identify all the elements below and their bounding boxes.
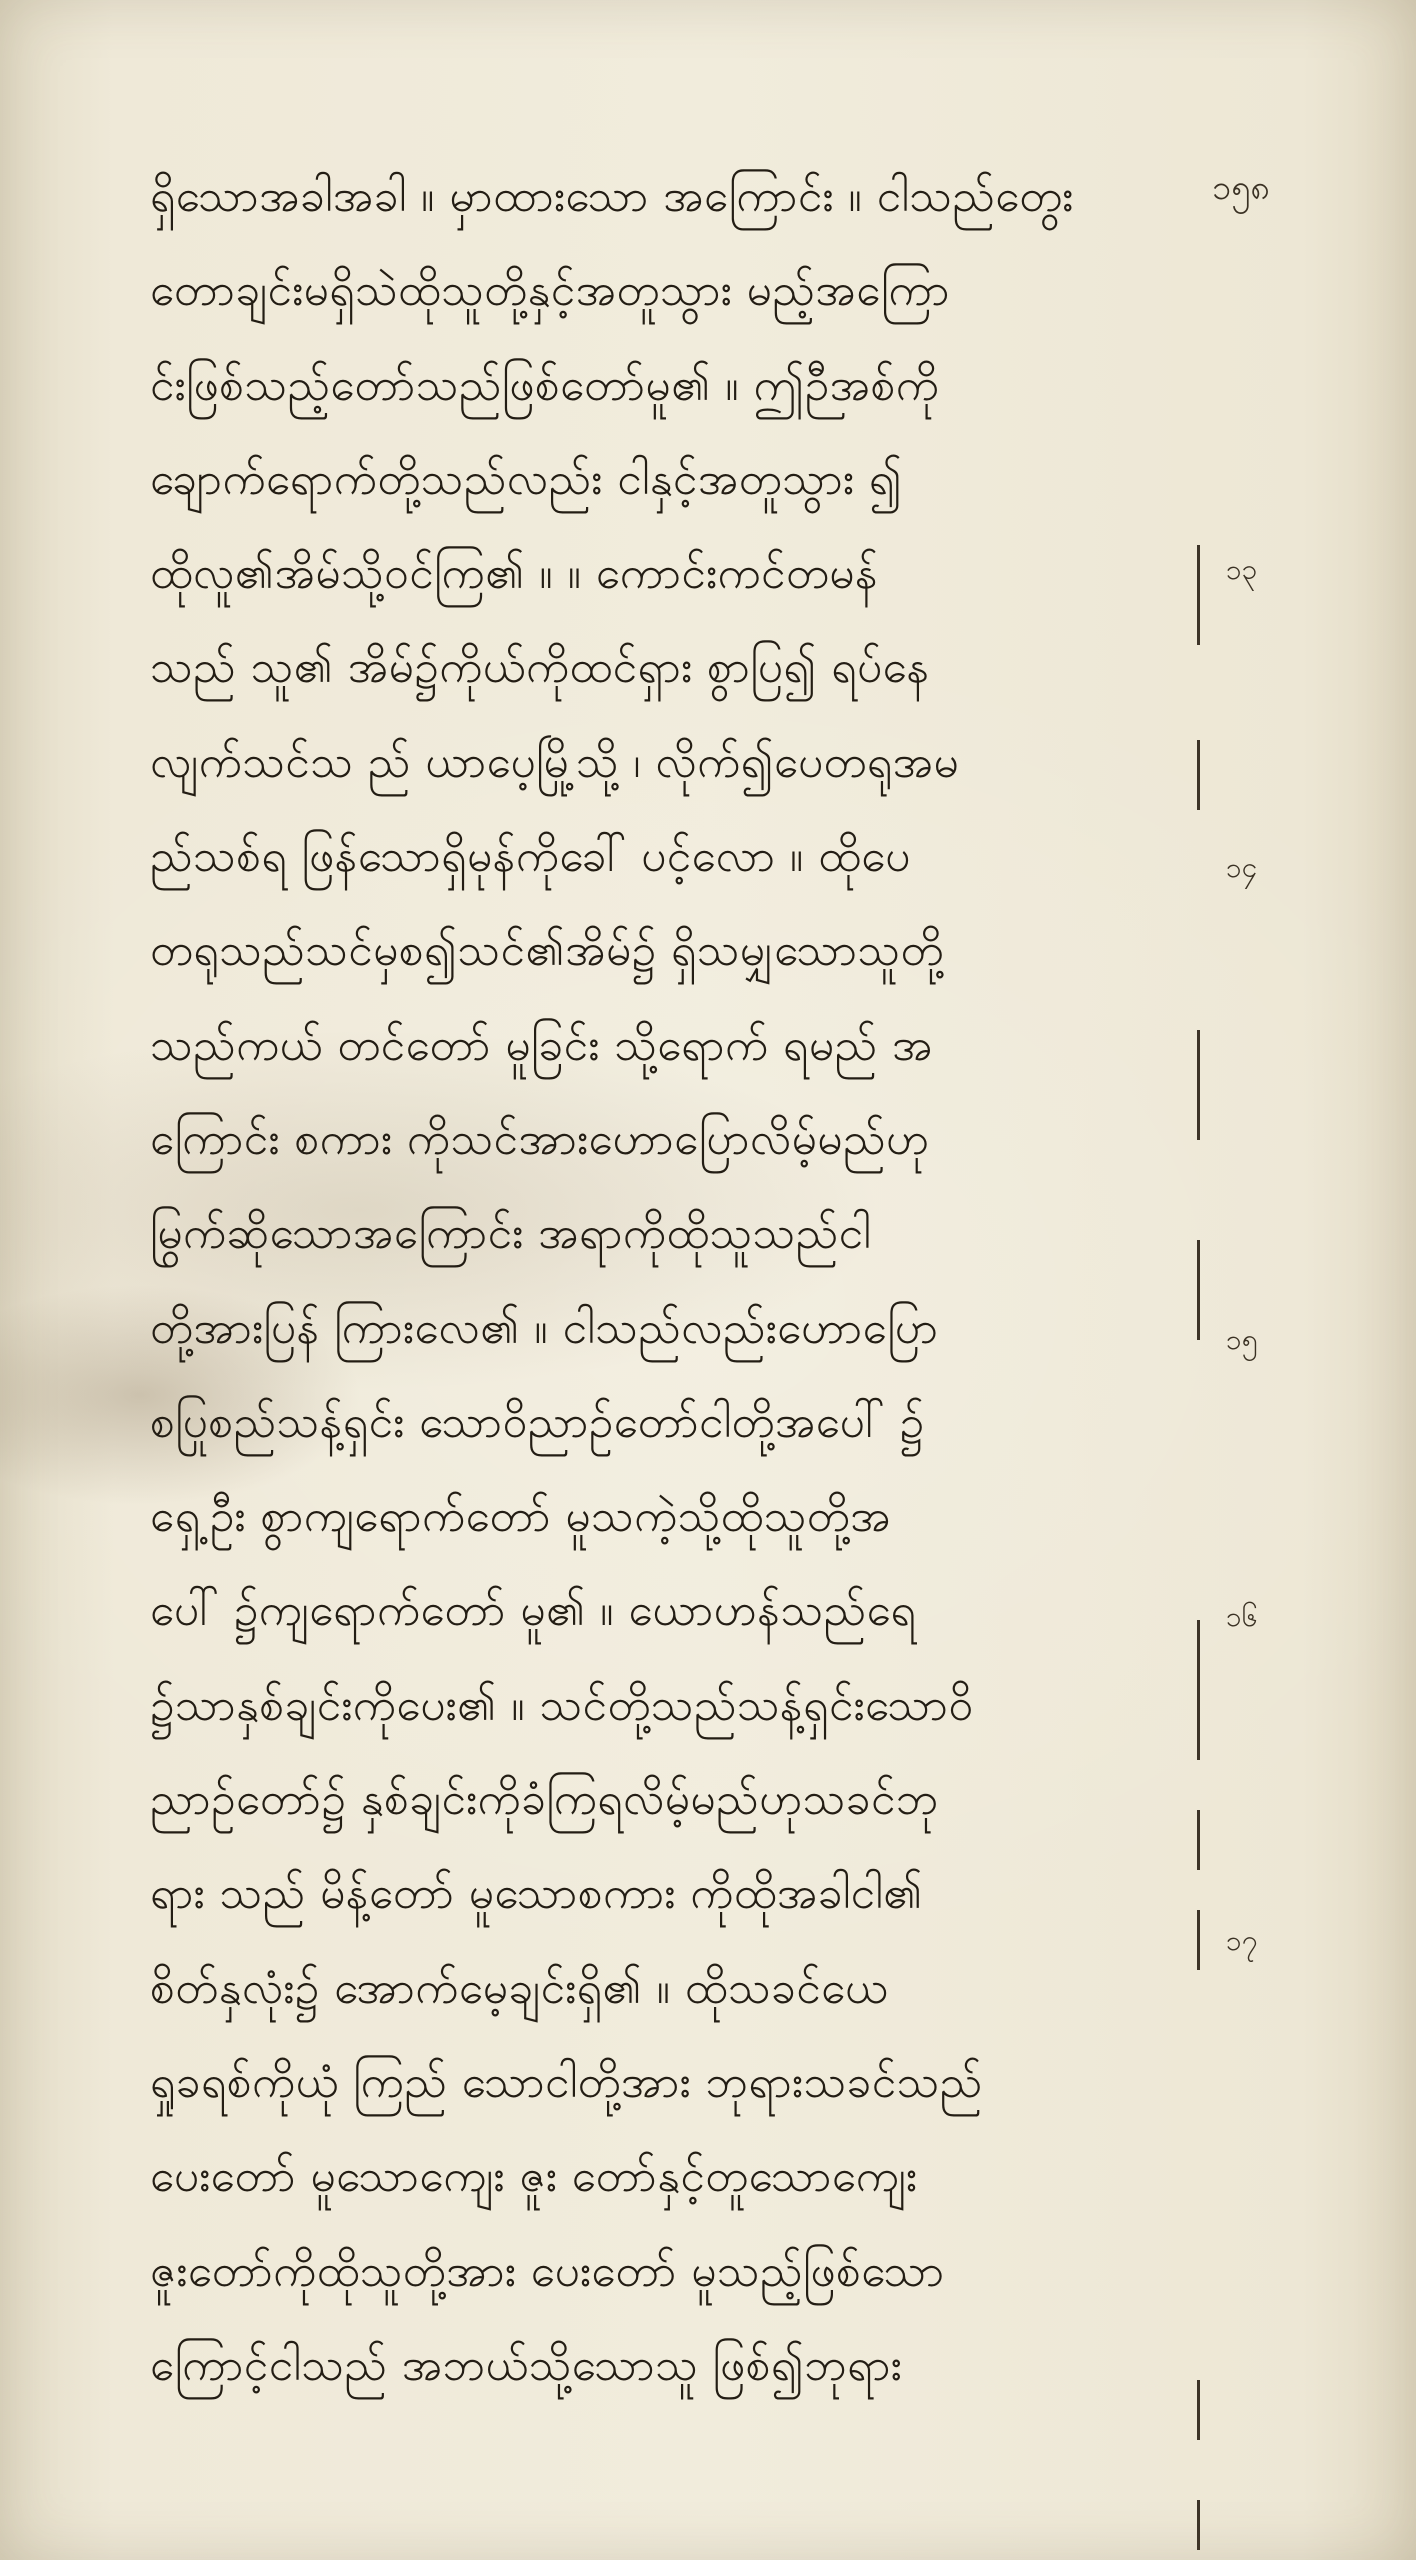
text-line: ဇူးတော်ကိုထိုသူတို့အား ပေးတော် မူသည့်ဖြစ်သော [150,2245,945,2297]
text-line: သည် သူ၏ အိမ်၌ကိုယ်ကိုထင်ရှား စွာပြ၍ ရပ်နေ [150,642,930,694]
margin-rule [1197,545,1200,645]
margin-rule [1197,1810,1200,1870]
text-line: မြွက်ဆိုသောအကြောင်း အရာကိုထိုသူသည်ငါ [150,1208,872,1260]
verse-number: ၁၄ [1226,851,1258,884]
text-line: တရုသည်သင်မှစ၍သင်၏အိမ်၌ ရှိသမျှသောသူတို့ [150,925,944,977]
verse-number: ၁၅ [1226,1323,1258,1356]
verse-number: ၁၆ [1226,1600,1258,1633]
text-line: ညာဉ်တော်၌ နှစ်ချင်းကိုခံကြရလိမ့်မည်ဟုသခင်ဘု [150,1774,939,1826]
text-line: သည်ကယ် တင်တော် မူခြင်း သို့ရောက် ရမည် အ [150,1019,933,1071]
margin-rule [1197,1620,1200,1760]
text-line: ရှေ့ဦး စွာကျရောက်တော် မူသကဲ့သို့ထိုသူတို့အ [150,1491,891,1543]
text-block [150,150,1150,2413]
margin-rule [1197,1030,1200,1140]
text-line: တောချင်းမရှိသဲထိုသူတို့နှင့်အတူသွား မည့်အကြော [150,265,950,317]
text-line: ရှုခရစ်ကိုယုံ ကြည် သောငါတို့အား ဘုရားသခင်သည် [150,2056,983,2108]
margin-rule [1197,740,1200,810]
text-line: ၌သာနှစ်ချင်းကိုပေး၏ ။ သင်တို့သည်သန့်ရှင်းသောဝိ [150,1679,974,1731]
verse-number: ၁၇ [1226,1924,1258,1957]
margin-rule [1197,1240,1200,1340]
text-line: လျက်သင်သ ည် ယာပေ့မြို့သို့ ၊ လိုက်၍ပေတရုအမ [150,736,960,788]
text-line: ရှိသောအခါအခါ ။ မှာထားသော အကြောင်း ။ ငါသည်တွေး [150,171,1074,222]
text-line: ချောက်ရောက်တို့သည်လည်း ငါနှင့်အတူသွား ၍ [150,453,903,505]
text-line: စပြုစည်သန့်ရှင်း သောဝိညာဉ်တော်ငါတို့အပေါ် ၌ [150,1396,925,1448]
page-number: ၁၅၈ [1212,168,1270,208]
text-line: ကြောင်း စကား ကိုသင်အားဟောပြောလိမ့်မည်ဟု [150,1113,930,1165]
text-line: ကြောင့်ငါသည် အဘယ်သို့သောသူ ဖြစ်၍ဘုရား [150,2339,903,2391]
text-line: ထိုလူ၏အိမ်သို့ဝင်ကြ၏ ။ ။ ကောင်းကင်တမန် [150,548,879,600]
text-line: င်းဖြစ်သည့်တော်သည်ဖြစ်တော်မူ၏ ။ ဤဉီအစ်ကို [150,359,940,411]
text-line: တို့အားပြန် ကြားလေ၏ ။ ငါသည်လည်းဟောပြော [150,1302,939,1354]
text-line: ရား သည် မိန့်တော် မူသောစကား ကိုထိုအခါငါ၏ [150,1868,923,1920]
verse-number: ၁၃ [1226,553,1258,586]
text-line: ပေးတော် မူသောကျေး ဇူး တော်နှင့်တူသောကျေး [150,2151,918,2203]
text-line: ည်သစ်ရ ဖြန်သောရှိမုန်ကိုခေါ် ပင့်လော ။ ထိုပေ [150,831,911,883]
margin-rule [1197,1910,1200,1970]
margin-rule [1197,2380,1200,2440]
text-line: ပေါ် ၌ကျရောက်တော် မူ၏ ။ ယောဟန်သည်ရေ [150,1585,917,1637]
text-line: စိတ်နှလုံး၌ အောက်မေ့ချင်းရှိ၏ ။ ထိုသခင်ယေ [150,1962,889,2014]
margin-rule [1197,2500,1200,2550]
